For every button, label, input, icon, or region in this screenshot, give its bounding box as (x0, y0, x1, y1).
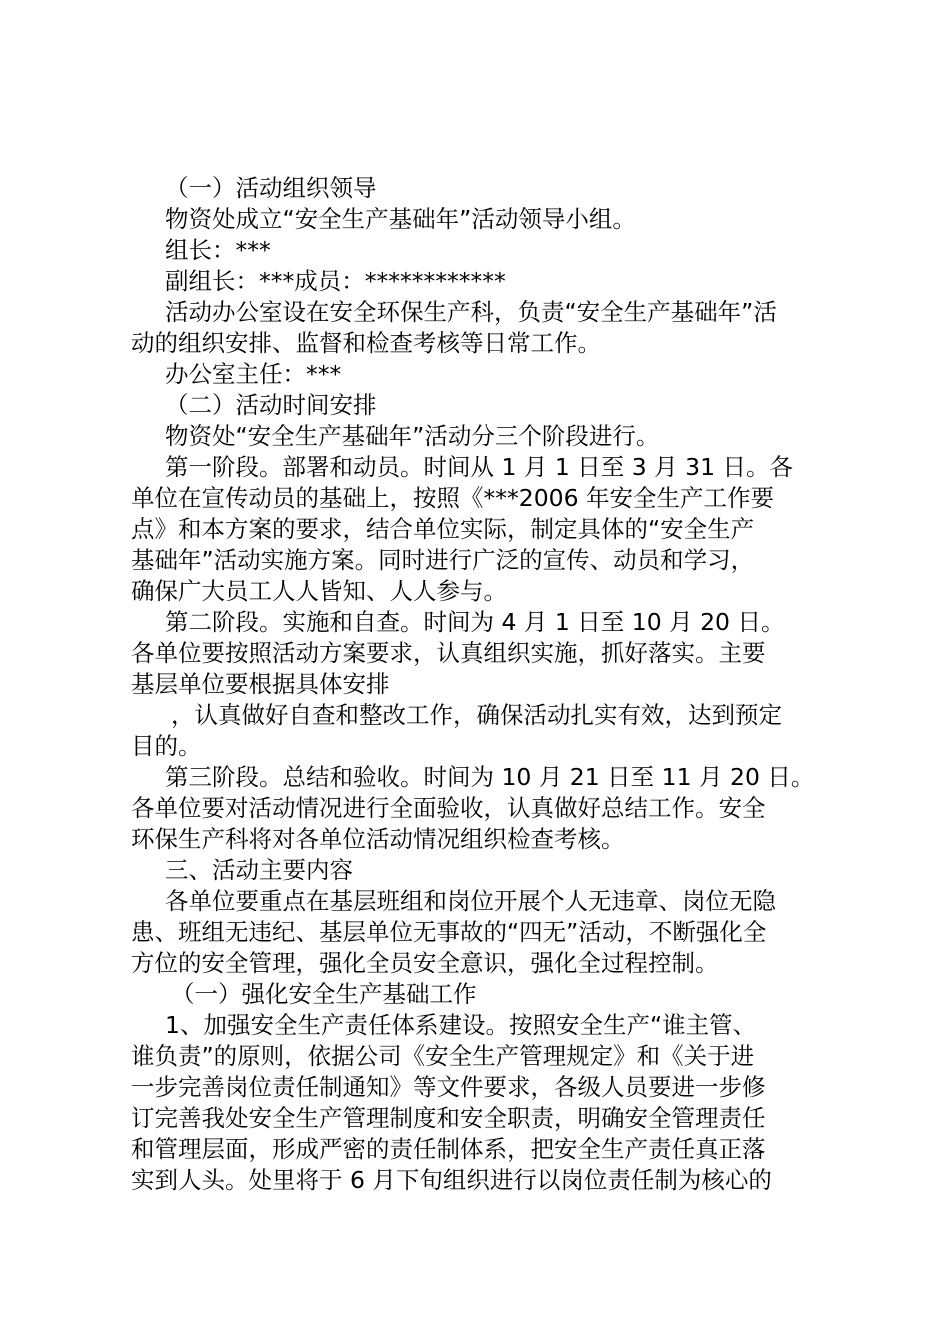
text-line: ，认真做好自查和整改工作，确保活动扎实有效，达到预定 (171, 701, 782, 729)
paragraph (131, 1010, 831, 1196)
text-line: 方位的安全管理，强化全员安全意识，强化全过程控制。 (131, 949, 719, 977)
text-line: 1、加强安全生产责任体系建设。按照安全生产“谁主管、 (165, 1011, 757, 1039)
text-line: 第三阶段。总结和验收。时间为 10 月 21 日至 11 月 20 日。 (165, 763, 815, 791)
text-line: 一步完善岗位责任制通知》等文件要求，各级人员要进一步修 (131, 1073, 766, 1101)
text-line: （二）活动时间安排 (165, 391, 377, 419)
text-line: 第二阶段。实施和自查。时间为 4 月 1 日至 10 月 20 日。 (165, 608, 785, 636)
text-line: （一）强化安全生产基础工作 (171, 980, 477, 1008)
text-line: 实到人头。处里将于 6 月下旬组织进行以岗位责任制为核心的 (131, 1166, 772, 1194)
paragraph-phase-two (131, 607, 831, 700)
paragraph (131, 204, 831, 235)
text-line: 各单位要按照活动方案要求，认真组织实施，抓好落实。主要 (131, 639, 766, 667)
text-line: 订完善我处安全生产管理制度和安全职责，明确安全管理责任 (131, 1104, 766, 1132)
text-line: 和管理层面，形成严密的责任制体系，把安全生产责任真正落 (131, 1135, 766, 1163)
heading-strengthen-foundation (131, 979, 831, 1010)
paragraph (131, 700, 831, 762)
text-line: 患、班组无违纪、基层单位无事故的“四无”活动，不断强化全 (131, 918, 767, 946)
text-line: 点》和本方案的要求，结合单位实际，制定具体的“安全生产 (131, 515, 755, 543)
text-line: 第一阶段。部署和动员。时间从 1 月 1 日至 3 月 31 日。各 (165, 453, 794, 481)
paragraph (131, 297, 831, 359)
text-line: 确保广大员工人人皆知、人人参与。 (131, 577, 507, 605)
text-line: 物资处“安全生产基础年”活动分三个阶段进行。 (165, 422, 660, 450)
text-line: 三、活动主要内容 (165, 856, 353, 884)
paragraph (131, 359, 831, 390)
text-line: 各单位要对活动情况进行全面验收，认真做好总结工作。安全 (131, 794, 766, 822)
paragraph (131, 235, 831, 266)
text-line: 办公室主任：*** (165, 360, 342, 388)
text-line: 活动办公室设在安全环保生产科，负责“安全生产基础年”活 (165, 298, 777, 326)
text-line: 基层单位要根据具体安排 (131, 670, 390, 698)
text-line: 动的组织安排、监督和检查考核等日常工作。 (131, 329, 601, 357)
text-line: 单位在宣传动员的基础上，按照《***2006 年安全生产工作要 (131, 484, 775, 512)
paragraph (131, 266, 831, 297)
paragraph (131, 886, 831, 979)
text-line: 环保生产科将对各单位活动情况组织检查考核。 (131, 825, 625, 853)
text-line: 谁负责”的原则，依据公司《安全生产管理规定》和《关于进 (131, 1042, 755, 1070)
heading-schedule (131, 390, 831, 421)
heading-organization (131, 173, 831, 204)
text-line: 基础年”活动实施方案。同时进行广泛的宣传、动员和学习， (131, 546, 755, 574)
paragraph-phase-one (131, 452, 831, 607)
text-line: 各单位要重点在基层班组和岗位开展个人无违章、岗位无隐 (165, 887, 776, 915)
heading-main-content (131, 855, 831, 886)
paragraph (131, 421, 831, 452)
paragraph-phase-three (131, 762, 831, 855)
text-line: 物资处成立“安全生产基础年”活动领导小组。 (165, 205, 636, 233)
text-line: （一）活动组织领导 (165, 174, 377, 202)
text-line: 目的。 (131, 732, 202, 760)
text-line: 副组长：***成员：************ (165, 267, 506, 295)
text-line: 组长：*** (165, 236, 271, 264)
document-body (131, 173, 831, 1196)
